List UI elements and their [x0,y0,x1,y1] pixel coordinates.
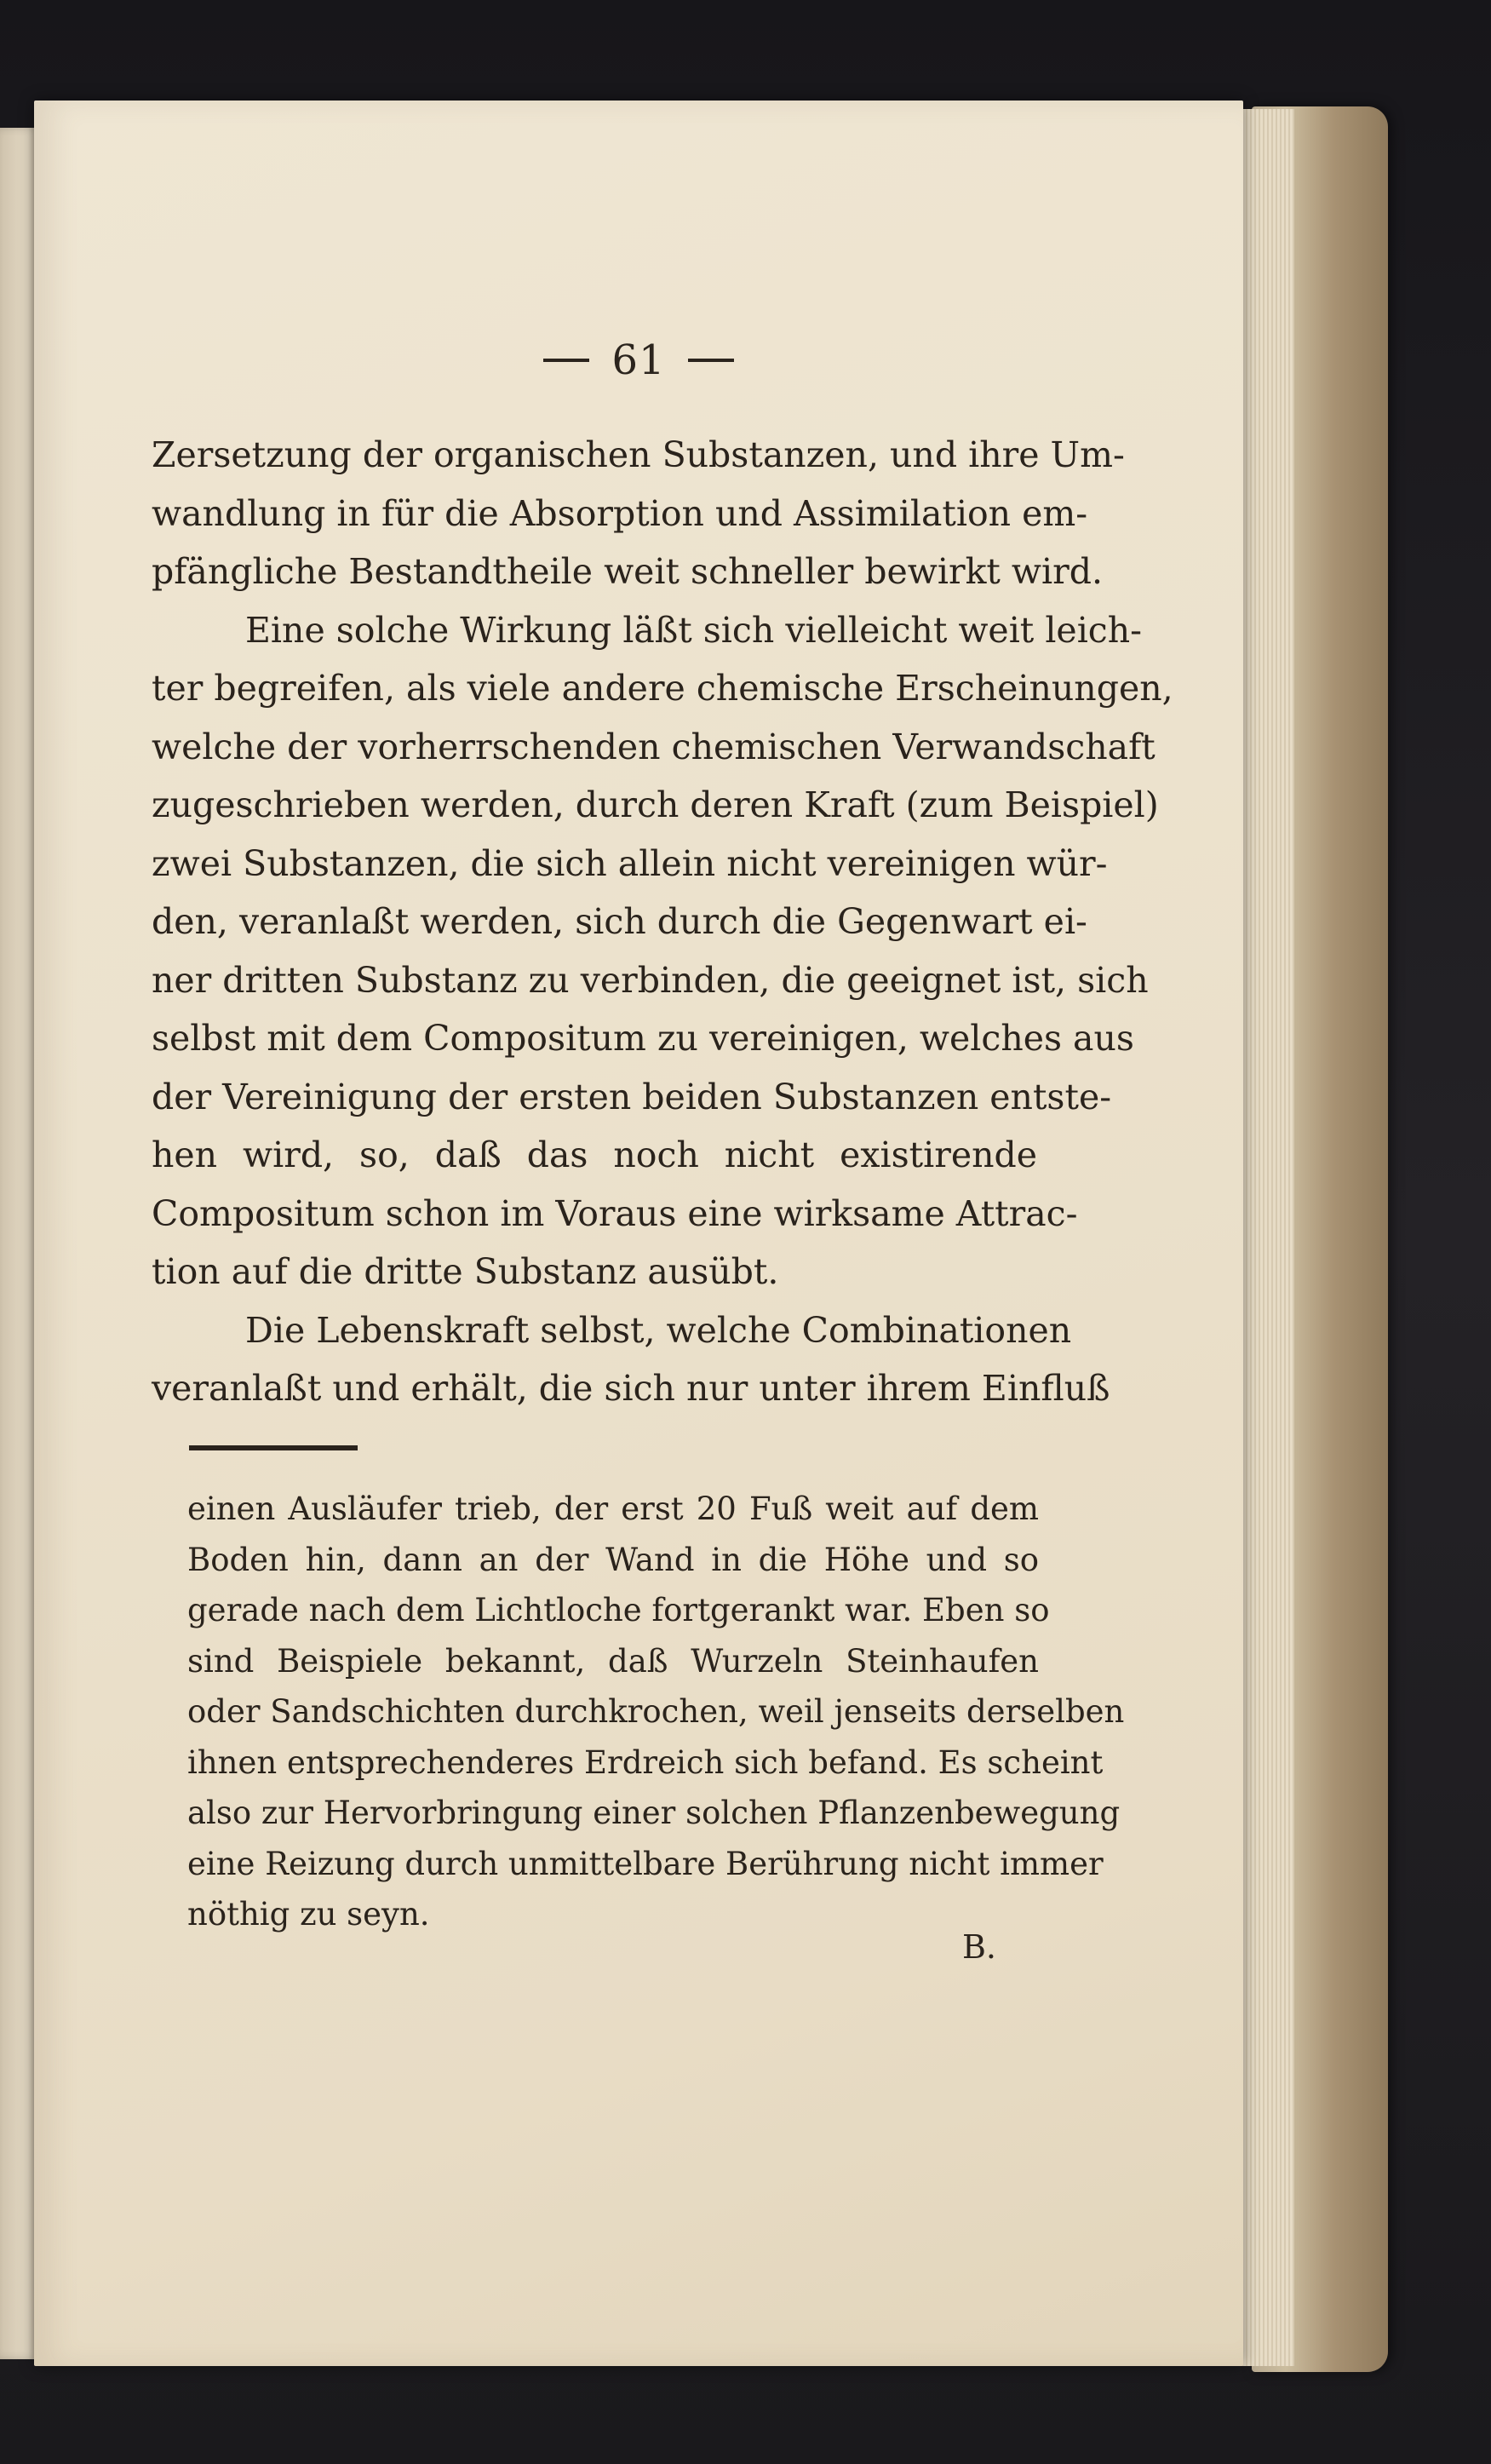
footnote-block [187,1484,1125,1940]
text-line: Compositum schon im Voraus eine wirksame Attrac- [152,1192,1078,1234]
footnote-separator [189,1445,358,1450]
text-line: Eine solche Wirkung läßt sich vielleicht weit leich- [245,609,1143,651]
footnote-line: oder Sandschichten durchkrochen, weil jenseits derselben [187,1693,1125,1730]
text-line: hen wird, so, daß das noch nicht existirende [152,1134,1037,1175]
page-number: 61 [611,336,666,384]
footnote-line: also zur Hervorbringung einer solchen Pflanzenbewegung [187,1795,1121,1831]
text-line: ner dritten Substanz zu verbinden, die geeignet ist, sich [152,959,1149,1001]
text-line: ter begreifen, als viele andere chemische Erscheinungen, [152,668,1173,709]
text-line: zugeschrieben werden, durch deren Kraft (zum Beispiel) [152,784,1159,825]
text-line: selbst mit dem Compositum zu vereinigen, welches aus [152,1018,1134,1059]
text-line: pfängliche Bestandtheile weit schneller bewirkt wird. [152,551,1104,592]
footnote-line: sind Beispiele bekannt, daß Wurzeln Steinhaufen [187,1642,1039,1680]
main-text-block [152,426,1173,1418]
text-line: den, veranlaßt werden, sich durch die Gegenwart ei- [152,901,1087,942]
text-line: Zersetzung der organischen Substanzen, und ihre Um- [152,434,1125,475]
text-line: tion auf die dritte Substanz ausübt. [152,1251,779,1292]
text-line: der Vereinigung der ersten beiden Substanzen entste- [152,1076,1112,1117]
header-dash-right [688,359,734,362]
text-line: welche der vorherrschenden chemischen Verwandschaft [152,726,1156,767]
page-header [34,336,1243,384]
footnote-signature: B. [962,1928,997,1966]
text-line: wandlung in für die Absorption und Assimilation em- [152,492,1088,534]
footnote-line: nöthig zu seyn. [187,1896,430,1933]
footnote-line: Boden hin, dann an der Wand in die Höhe und so [187,1541,1039,1578]
footnote-line: eine Reizung durch unmittelbare Berührung nicht immer [187,1845,1104,1882]
text-line: zwei Substanzen, die sich allein nicht vereinigen wür- [152,842,1108,884]
header-dash-left [543,359,589,362]
text-line: Die Lebenskraft selbst, welche Combinationen [245,1309,1072,1351]
text-line: veranlaßt und erhält, die sich nur unter ihrem Einfluß [152,1368,1110,1409]
footnote-line: ihnen entsprechenderes Erdreich sich befand. Es scheint [187,1743,1104,1781]
footnote-line: gerade nach dem Lichtloche fortgerankt war. Eben so [187,1592,1050,1628]
footnote-line: einen Ausläufer trieb, der erst 20 Fuß weit auf dem [187,1490,1039,1527]
